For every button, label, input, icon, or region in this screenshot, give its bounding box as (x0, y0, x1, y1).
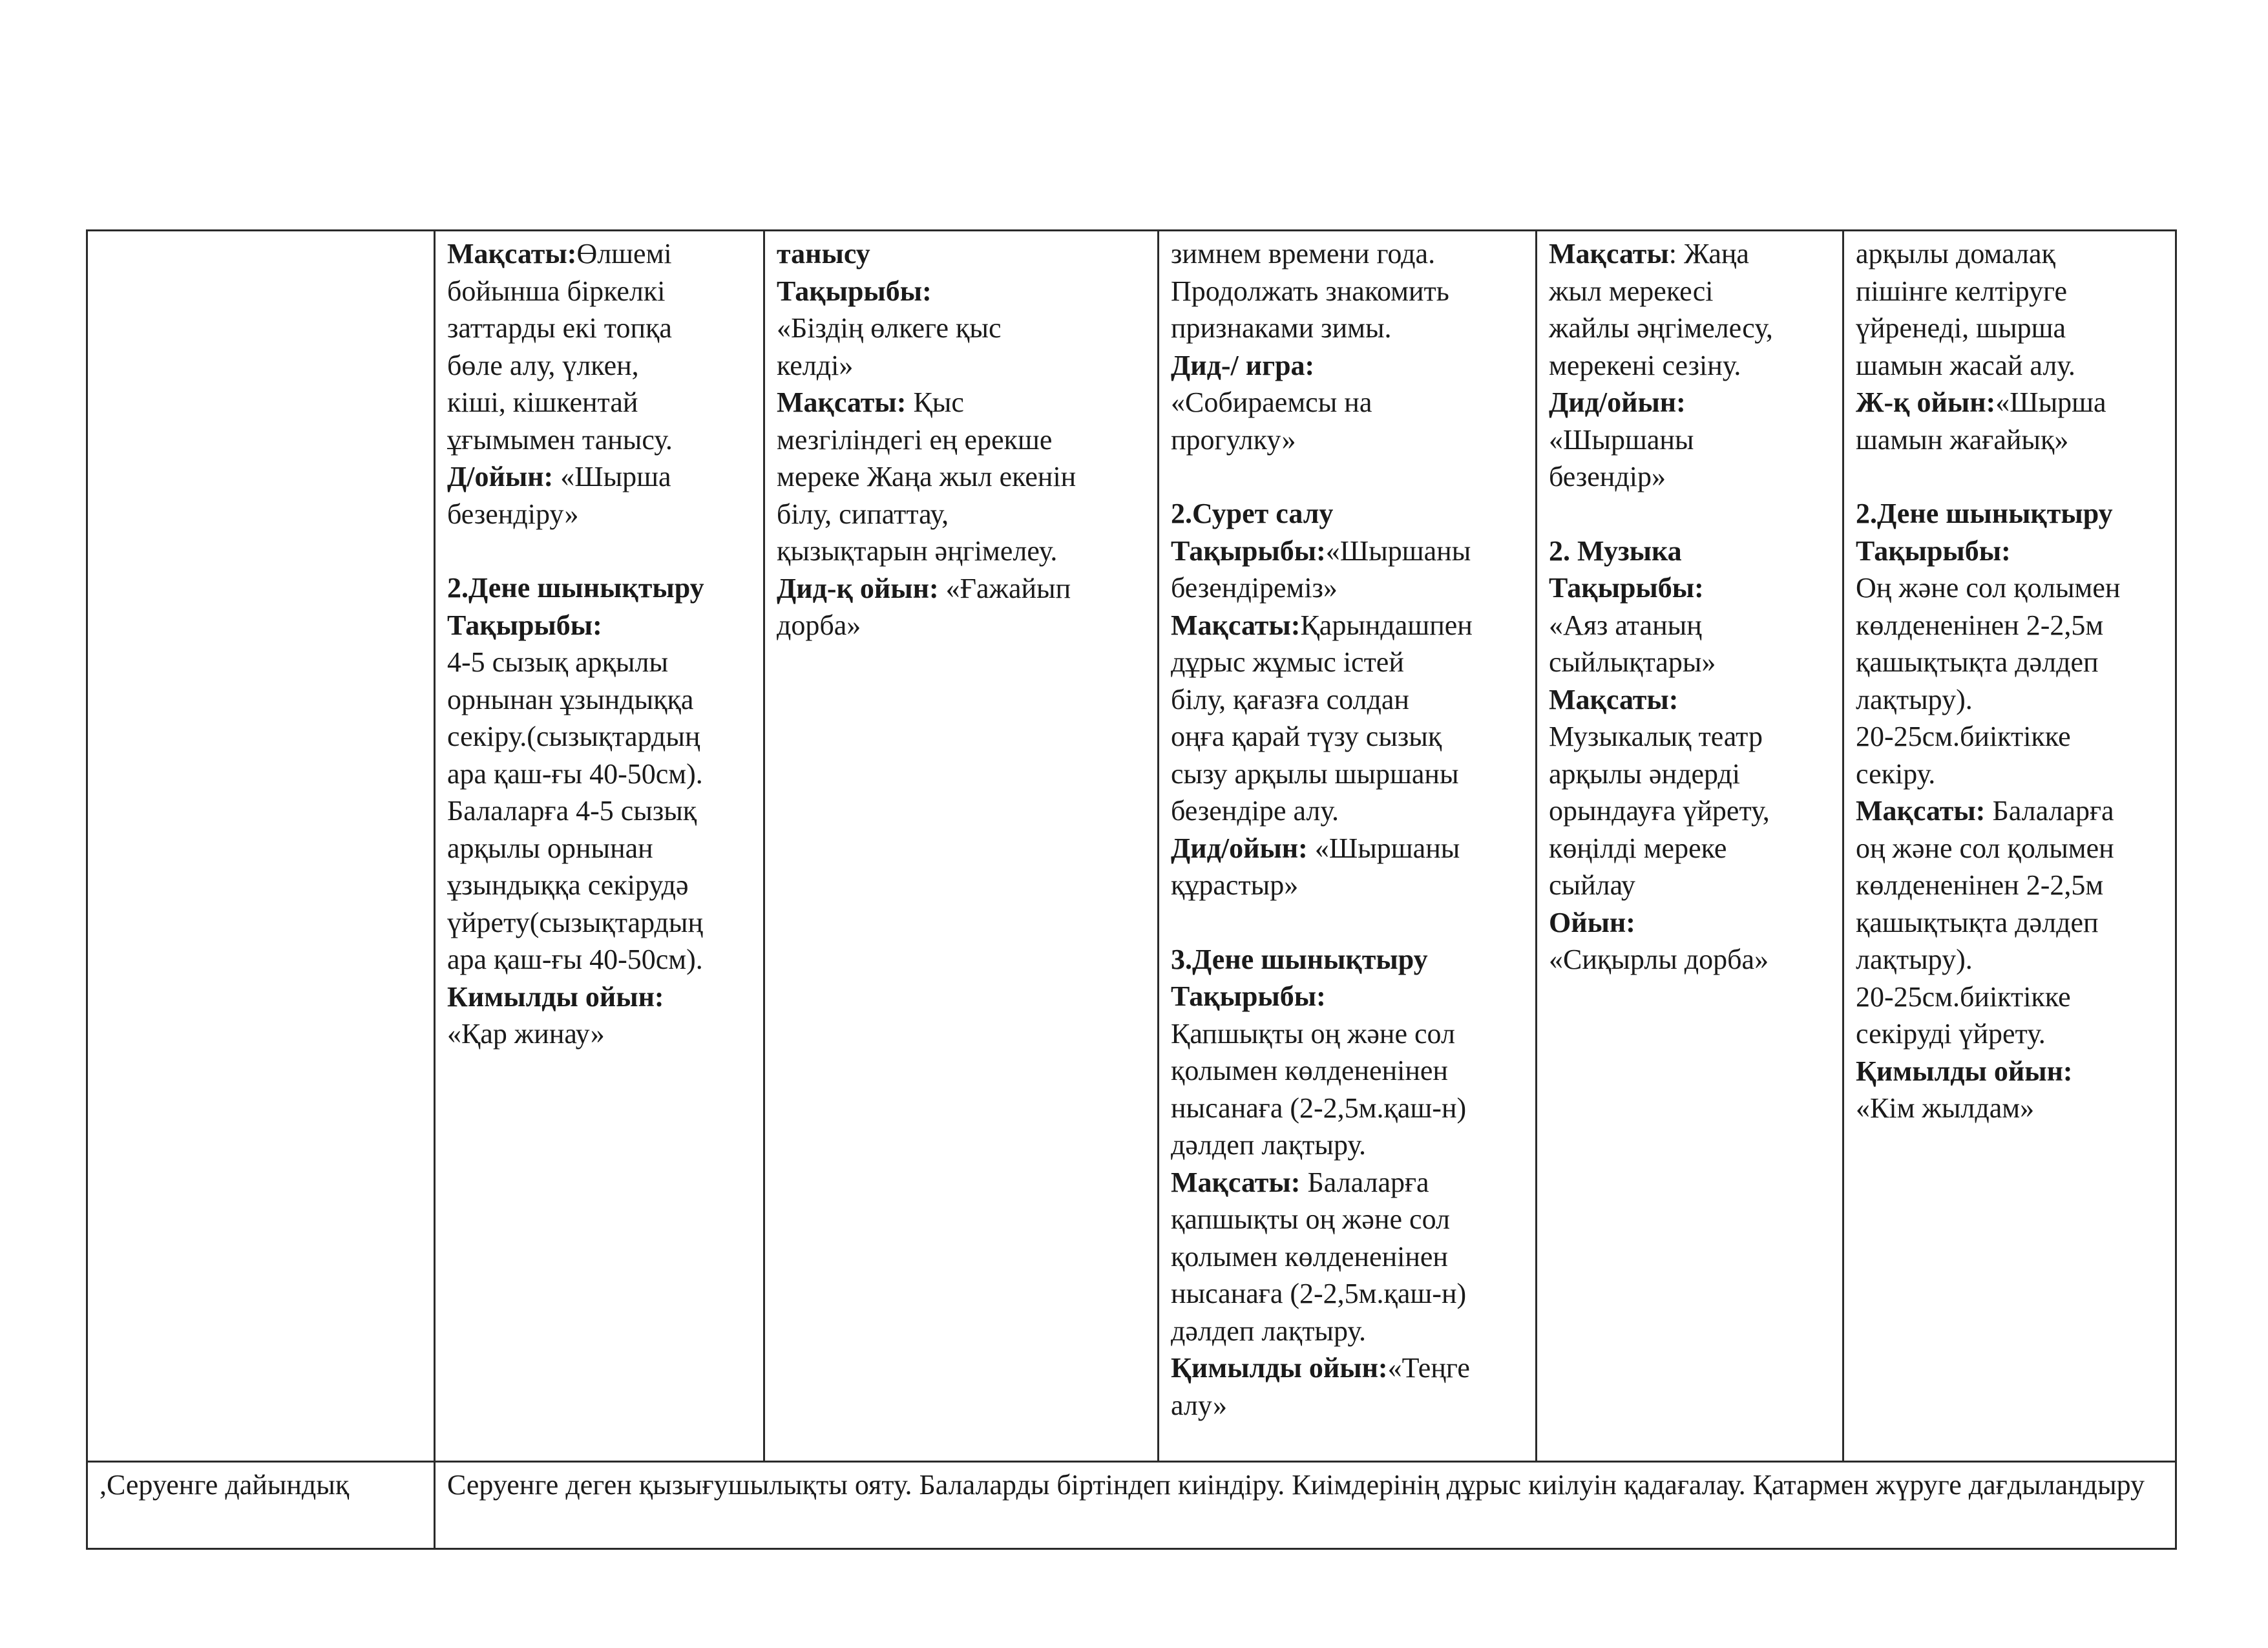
bold-text: Қимылды ойын: (1856, 1055, 2073, 1087)
activities-row (87, 231, 2176, 1462)
plain-text: үйренеді, шырша (1856, 312, 2066, 344)
cell-line (1549, 569, 1831, 607)
plain-text: «Собираемсы на (1171, 386, 1372, 418)
plain-text: лақтыру). (1856, 944, 1973, 975)
row-header-cell (87, 231, 435, 1462)
walk-description: Серуенге деген қызығушылықты ояту. Балаларды біртіндеп киіндіру. Киімдерінің дұрыс киілуін қадағалау. Қатармен жүруге дағдыландыру (435, 1462, 2176, 1549)
cell-line (447, 421, 751, 459)
cell-line (777, 607, 1146, 644)
cell-line (447, 718, 751, 755)
cell-line (1856, 607, 2163, 644)
bold-text: Кимылды ойын: (447, 980, 664, 1013)
bold-text: Мақсаты: (1171, 609, 1301, 641)
plain-text: оңға қарай түзу сызық (1171, 721, 1442, 752)
cell-line (1549, 421, 1831, 459)
plain-text: нысанаға (2-2,5м.қаш-н) (1171, 1092, 1467, 1124)
cell-line (447, 235, 751, 273)
cell-line (1549, 458, 1831, 496)
cell-line (1171, 1052, 1524, 1090)
cell-line (447, 978, 751, 1016)
walk-preparation-row (87, 1462, 2176, 1549)
cell-line (447, 310, 751, 347)
cell-line (777, 458, 1146, 496)
plain-text: оң және сол қолымен (1856, 832, 2114, 864)
plain-text: «Біздің өлкеге қыс (777, 312, 1002, 344)
cell-line (1171, 607, 1524, 644)
plain-text: келді» (777, 349, 854, 381)
bold-text: 3.Дене шынықтыру (1171, 943, 1428, 975)
cell-line (1856, 495, 2163, 533)
cell-line (1856, 904, 2163, 942)
cell-line (1171, 1387, 1524, 1424)
cell-line (1171, 1164, 1524, 1201)
friday-cell (1843, 231, 2176, 1462)
plain-text: көлдененінен 2-2,5м (1856, 609, 2104, 641)
cell-line (447, 458, 751, 496)
plain-text: Балаларға 4-5 сызық (447, 795, 697, 827)
cell-line (1171, 1126, 1524, 1164)
plain-text: лақтыру). (1856, 683, 1973, 715)
cell-line (1856, 1015, 2163, 1053)
cell-line (1171, 495, 1524, 533)
cell-line (447, 941, 751, 978)
cell-line (447, 644, 751, 681)
cell-line (1549, 867, 1831, 904)
bold-text: Дид-/ игра: (1171, 349, 1315, 381)
plain-text: білу, қағазға солдан (1171, 683, 1409, 715)
plain-text: «Ғажайып (945, 572, 1071, 604)
plain-text: ұзындыққа секірудә (447, 869, 689, 901)
cell-line (1171, 273, 1524, 310)
plain-text: «Теңге (1387, 1352, 1470, 1384)
cell-line (777, 310, 1146, 347)
cell-line (777, 421, 1146, 459)
bold-text: 2.Сурет салу (1171, 498, 1334, 529)
plain-text: дәлдеп лақтыру. (1171, 1129, 1367, 1161)
plain-text: қашықтықта дәлдеп (1856, 646, 2099, 678)
cell-line (1856, 1090, 2163, 1127)
bold-text: Дид-қ ойын: (777, 572, 946, 604)
cell-line (777, 273, 1146, 310)
plain-text: үйрету(сызықтардың (447, 906, 703, 938)
cell-line (777, 570, 1146, 607)
cell-line (1171, 347, 1524, 385)
cell-line (1856, 978, 2163, 1016)
plain-text: мереке Жаңа жыл екенін (777, 461, 1076, 492)
plain-text: дәлдеп лақтыру. (1171, 1315, 1367, 1347)
cell-line (1856, 533, 2163, 570)
cell-line (1549, 792, 1831, 830)
cell-line (1549, 533, 1831, 570)
plain-text: безендір» (1549, 461, 1666, 492)
plain-text: білу, сипаттау, (777, 498, 949, 530)
cell-line (1171, 941, 1524, 978)
plain-text: зимнем времени года. (1171, 238, 1436, 269)
cell-line (1856, 1053, 2163, 1090)
bold-text: Қимылды ойын: (1171, 1352, 1388, 1384)
cell-line (1171, 458, 1524, 495)
plain-text: Оң және сол қолымен (1856, 572, 2121, 604)
cell-line (1171, 1313, 1524, 1350)
plain-text: шамын жағайық» (1856, 423, 2069, 456)
plain-text: қолымен көлдененінен (1171, 1240, 1448, 1273)
bold-text: Мақсаты: (777, 386, 914, 418)
cell-line (777, 533, 1146, 570)
plain-text: қолымен көлдененінен (1171, 1055, 1448, 1086)
plain-text: «Шыршаны (1549, 423, 1694, 456)
cell-line (1171, 533, 1524, 570)
cell-line (447, 867, 751, 904)
plain-text: прогулку» (1171, 423, 1296, 456)
bold-text: Тақырыбы: (1171, 534, 1326, 567)
plain-text: қашықтықта дәлдеп (1856, 906, 2099, 938)
plain-text: «Шырша (1995, 386, 2106, 418)
plain-text: : Жаңа (1668, 238, 1749, 269)
cell-line (447, 569, 751, 607)
cell-line (1856, 235, 2163, 273)
bold-text: Тақырыбы: (447, 609, 602, 641)
plain-text: «Сиқырлы дорба» (1549, 944, 1769, 975)
plain-text: секіру. (1856, 757, 1936, 790)
cell-line (1856, 347, 2163, 385)
cell-line (1171, 1275, 1524, 1313)
cell-line (777, 496, 1146, 533)
bold-text: Мақсаты: (1856, 795, 1993, 827)
cell-line (1549, 681, 1831, 719)
cell-line (1856, 867, 2163, 904)
cell-line (777, 384, 1146, 421)
cell-line (1549, 384, 1831, 421)
plain-text: Өлшемі (576, 238, 672, 269)
plain-text: ара қаш-ғы 40-50см). (447, 757, 703, 790)
plain-text: сыйлау (1549, 869, 1635, 901)
bold-text: Ойын: (1549, 906, 1635, 938)
cell-line (1549, 496, 1831, 533)
bold-text: Дид/ойын: (1549, 386, 1686, 418)
bold-text: Тақырыбы: (1856, 534, 2011, 567)
cell-line (1171, 1238, 1524, 1276)
cell-line (1171, 978, 1524, 1015)
cell-line (447, 607, 751, 644)
cell-line (1549, 941, 1831, 978)
cell-line (1549, 235, 1831, 273)
cell-line (1549, 273, 1831, 310)
cell-line (1856, 273, 2163, 310)
cell-line (1549, 718, 1831, 755)
cell-line (1171, 569, 1524, 607)
plain-text: алу» (1171, 1389, 1227, 1421)
plain-text: мерекені сезіну. (1549, 349, 1741, 381)
cell-line (447, 347, 751, 385)
cell-line (1171, 1349, 1524, 1387)
cell-line (1171, 421, 1524, 459)
cell-line (1171, 867, 1524, 904)
plan-table (86, 229, 2177, 1550)
bold-text: Ж-қ ойын: (1856, 386, 1996, 418)
cell-line (447, 273, 751, 310)
plain-text: қапшықты оң және сол (1171, 1203, 1450, 1235)
plain-text: мезгіліндегі ең ерекше (777, 423, 1053, 456)
cell-line (1549, 347, 1831, 385)
cell-line (1171, 830, 1524, 867)
plain-text: дорба» (777, 609, 861, 641)
bold-text: Тақырыбы: (1171, 980, 1326, 1012)
cell-line (777, 347, 1146, 385)
bold-text: Мақсаты: (1549, 683, 1679, 715)
plain-text: орнынан ұзындыққа (447, 683, 694, 715)
cell-line (1171, 792, 1524, 830)
cell-line (1856, 458, 2163, 495)
plain-text: дұрыс жұмыс істей (1171, 646, 1404, 678)
plain-text: 20-25см.биіктікке (1856, 721, 2071, 752)
cell-line (1171, 1090, 1524, 1127)
plain-text: жайлы әңгімелесу, (1549, 312, 1773, 344)
cell-line (447, 830, 751, 867)
plain-text: признаками зимы. (1171, 312, 1392, 344)
bold-text: танысу (777, 238, 870, 269)
cell-line (1171, 1015, 1524, 1053)
cell-line (1856, 718, 2163, 755)
bold-text: Дид/ойын: (1171, 832, 1315, 864)
cell-line (1549, 904, 1831, 942)
cell-line (1856, 310, 2163, 347)
plain-text: Балаларға (1307, 1166, 1429, 1198)
cell-line (1549, 607, 1831, 644)
bold-text: Мақсаты: (447, 238, 577, 269)
plain-text: жыл мерекесі (1549, 275, 1714, 307)
cell-line (1171, 755, 1524, 793)
plain-text: қызықтарын әңгімелеу. (777, 535, 1058, 567)
plain-text: сызу арқылы шыршаны (1171, 757, 1459, 790)
plain-text: сыйлықтары» (1549, 646, 1716, 678)
plain-text: Балаларға (1992, 795, 2114, 827)
cell-line (1549, 830, 1831, 867)
plain-text: құрастыр» (1171, 869, 1299, 901)
cell-line (447, 384, 751, 421)
plain-text: безендіре алу. (1171, 795, 1339, 827)
plain-text: кіші, кішкентай (447, 386, 638, 418)
cell-line (1856, 830, 2163, 867)
plain-text: көңілді мереке (1549, 832, 1727, 864)
plain-text: секіру.(сызықтардың (447, 721, 700, 752)
plain-text: арқылы әндерді (1549, 757, 1741, 790)
cell-line (1171, 235, 1524, 273)
tuesday-cell (764, 231, 1159, 1462)
cell-line (447, 755, 751, 793)
bold-text: Д/ойын: (447, 461, 561, 492)
plain-text: безендіреміз» (1171, 572, 1338, 604)
plain-text: «Қар жинау» (447, 1018, 605, 1050)
bold-text: Тақырыбы: (777, 275, 932, 307)
cell-line (1171, 384, 1524, 421)
bold-text: 2.Дене шынықтыру (1856, 498, 2113, 529)
cell-line (1171, 310, 1524, 347)
bold-text: 2. Музыка (1549, 534, 1682, 567)
cell-line (447, 533, 751, 569)
plain-text: «Шыршаны (1325, 534, 1471, 567)
plain-text: безендіру» (447, 498, 579, 530)
plain-text: «Кім жылдам» (1856, 1092, 2035, 1124)
cell-line (1856, 755, 2163, 793)
plain-text: ара қаш-ғы 40-50см). (447, 944, 703, 975)
cell-line (1856, 421, 2163, 459)
cell-line (447, 792, 751, 830)
plain-text: Қарындашпен (1300, 609, 1473, 641)
cell-line (1171, 681, 1524, 719)
cell-line (1171, 644, 1524, 681)
plain-text: 4-5 сызық арқылы (447, 646, 669, 678)
plain-text: бойынша біркелкі (447, 275, 666, 307)
cell-line (1171, 904, 1524, 941)
cell-line (447, 681, 751, 719)
cell-line (1856, 681, 2163, 719)
plain-text: Қапшықты оң және сол (1171, 1017, 1455, 1050)
cell-line (447, 1015, 751, 1053)
plain-text: бөле алу, үлкен, (447, 349, 639, 381)
cell-line (1549, 755, 1831, 793)
plain-text: пішінге келтіруге (1856, 275, 2068, 307)
plain-text: заттарды екі топқа (447, 312, 672, 344)
plain-text: 20-25см.биіктікке (1856, 980, 2071, 1013)
plain-text: ұғымымен танысу. (447, 423, 673, 456)
cell-line (1171, 1201, 1524, 1238)
plain-text: шамын жасай алу. (1856, 349, 2075, 381)
plain-text: арқылы домалақ (1856, 238, 2055, 269)
cell-line (1856, 569, 2163, 607)
bold-text: Тақырыбы: (1549, 572, 1704, 604)
cell-line (447, 496, 751, 533)
plain-text: Продолжать знакомить (1171, 275, 1449, 307)
wednesday-cell (1159, 231, 1537, 1462)
plain-text: нысанаға (2-2,5м.қаш-н) (1171, 1278, 1467, 1309)
cell-line (1856, 384, 2163, 421)
plain-text: Қыс (913, 386, 964, 418)
cell-line (777, 235, 1146, 273)
cell-line (1856, 792, 2163, 830)
plain-text: «Шыршаны (1314, 832, 1460, 864)
monday-cell (435, 231, 764, 1462)
cell-line (1856, 644, 2163, 681)
plain-text: көлдененінен 2-2,5м (1856, 869, 2104, 901)
plain-text: секіруді үйрету. (1856, 1018, 2046, 1050)
plain-text: «Шырша (560, 461, 671, 492)
cell-line (1549, 310, 1831, 347)
plain-text: орындауға үйрету, (1549, 795, 1770, 827)
bold-text: 2.Дене шынықтыру (447, 572, 704, 604)
plain-text: «Аяз атаның (1549, 609, 1702, 641)
cell-line (1549, 644, 1831, 681)
thursday-cell (1537, 231, 1843, 1462)
plain-text: арқылы орнынан (447, 832, 653, 864)
walk-label: ,Серуенге дайындық (87, 1462, 435, 1549)
plain-text: Музыкалық театр (1549, 721, 1763, 752)
bold-text: Мақсаты (1549, 238, 1669, 269)
cell-line (447, 904, 751, 942)
cell-line (1856, 941, 2163, 978)
bold-text: Мақсаты: (1171, 1166, 1308, 1198)
cell-line (1171, 718, 1524, 755)
